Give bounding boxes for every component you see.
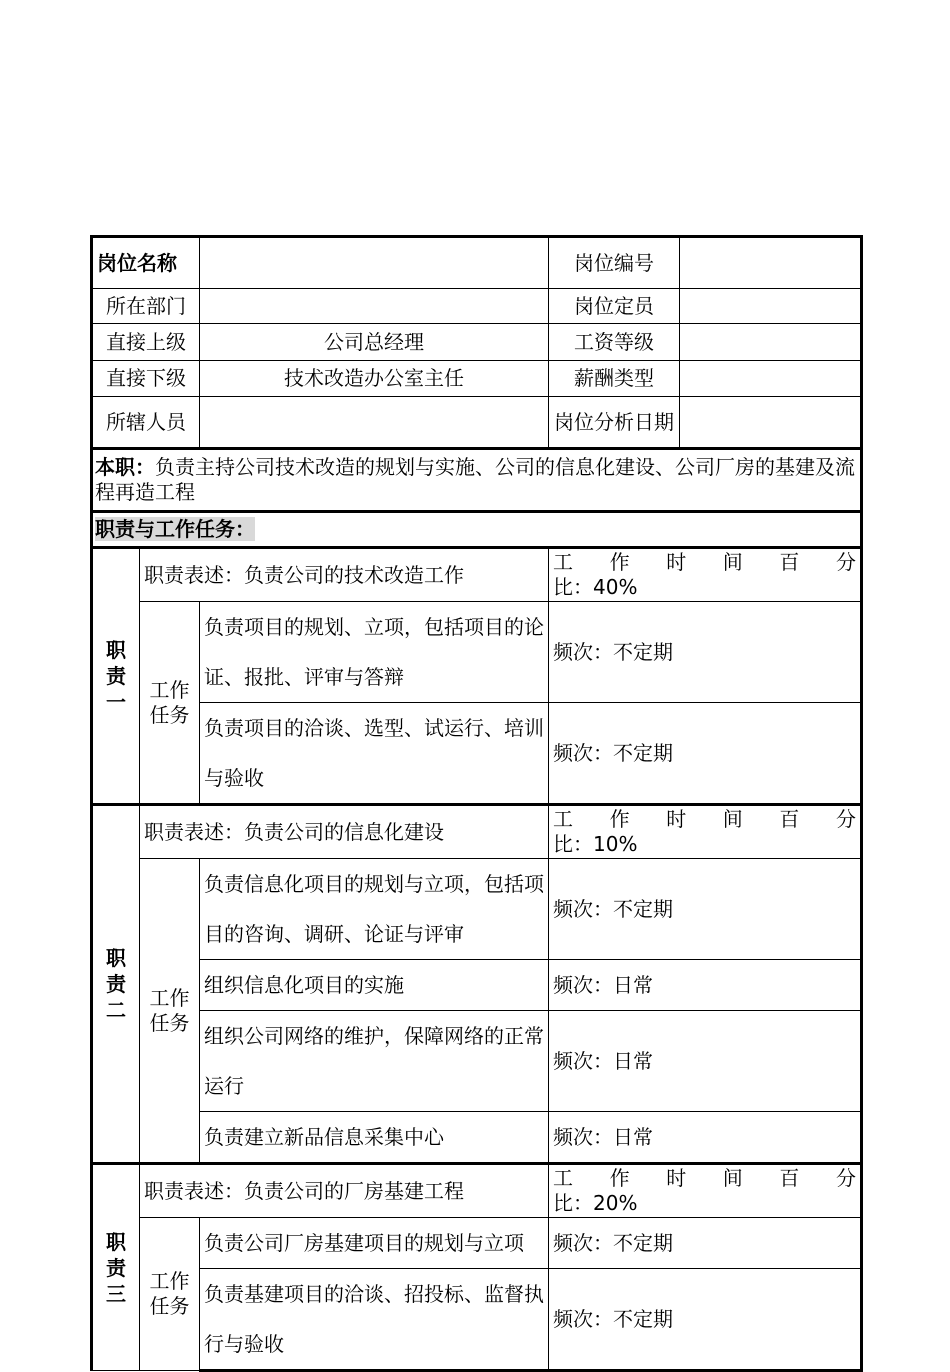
direct-subordinate-value: 技术改造办公室主任 — [200, 361, 549, 397]
job-description-table — [90, 235, 863, 1372]
duty-1-task-1: 负责项目的规划、立项，包括项目的论证、报批、评审与答辩 — [200, 602, 549, 703]
duty-1-task-2: 负责项目的洽谈、选型、试运行、培训与验收 — [200, 703, 549, 805]
direct-superior-value: 公司总经理 — [200, 324, 549, 361]
duty-1-time-percent: 工作时间百分 比：40% — [549, 548, 862, 602]
duty-2-task-1: 负责信息化项目的规划与立项，包括项目的咨询、调研、论证与评审 — [200, 859, 549, 960]
staff-label: 所辖人员 — [92, 397, 200, 449]
duty-2-task-3: 组织公司网络的维护，保障网络的正常运行 — [200, 1011, 549, 1112]
headcount-value — [680, 289, 862, 324]
analysis-date-label: 岗位分析日期 — [549, 397, 680, 449]
duty-3-task-2: 负责基建项目的洽谈、招投标、监督执行与验收 — [200, 1269, 549, 1371]
duty-1-task-2-freq: 频次：不定期 — [549, 703, 862, 805]
direct-subordinate-label: 直接下级 — [92, 361, 200, 397]
direct-superior-label: 直接上级 — [92, 324, 200, 361]
salary-grade-value — [680, 324, 862, 361]
position-number-value — [680, 237, 862, 289]
duty-2-task-2: 组织信息化项目的实施 — [200, 960, 549, 1011]
department-label: 所在部门 — [92, 289, 200, 324]
duty-3-time-percent: 工作时间百分 比：20% — [549, 1164, 862, 1218]
duty-2-task-4: 负责建立新品信息采集中心 — [200, 1112, 549, 1164]
position-name-label: 岗位名称 — [92, 237, 200, 289]
headcount-label: 岗位定员 — [549, 289, 680, 324]
duty-2-task-1-freq: 频次：不定期 — [549, 859, 862, 960]
duty-2-description: 职责表述：负责公司的信息化建设 — [140, 805, 549, 859]
duty-summary-label: 本职： — [95, 455, 155, 479]
duty-summary-text: 负责主持公司技术改造的规划与实施、公司的信息化建设、公司厂房的基建及流程再造工程 — [95, 455, 855, 504]
duty-2-task-label: 工作任务 — [140, 859, 200, 1164]
salary-grade-label: 工资等级 — [549, 324, 680, 361]
position-name-value — [200, 237, 549, 289]
staff-value — [200, 397, 549, 449]
duty-3-task-1-freq: 频次：不定期 — [549, 1218, 862, 1269]
duty-2-time-percent: 工作时间百分 比：10% — [549, 805, 862, 859]
section-title: 职责与工作任务： — [95, 517, 255, 541]
duty-3-task-1: 负责公司厂房基建项目的规划与立项 — [200, 1218, 549, 1269]
section-heading — [92, 512, 862, 548]
duty-1-description: 职责表述：负责公司的技术改造工作 — [140, 548, 549, 602]
duty-2-task-2-freq: 频次：日常 — [549, 960, 862, 1011]
duty-2-task-4-freq: 频次：日常 — [549, 1112, 862, 1164]
duty-3-description: 职责表述：负责公司的厂房基建工程 — [140, 1164, 549, 1218]
position-number-label: 岗位编号 — [549, 237, 680, 289]
duty-summary — [92, 449, 862, 512]
duty-3-task-label: 工作任务 — [140, 1218, 200, 1371]
duty-2-name: 职责二 — [92, 805, 140, 1164]
duty-3-name: 职责三 — [92, 1164, 140, 1371]
department-value — [200, 289, 549, 324]
duty-1-task-label: 工作任务 — [140, 602, 200, 805]
duty-2-task-3-freq: 频次：日常 — [549, 1011, 862, 1112]
duty-3-task-2-freq: 频次：不定期 — [549, 1269, 862, 1371]
analysis-date-value — [680, 397, 862, 449]
pay-type-label: 薪酬类型 — [549, 361, 680, 397]
duty-1-name: 职责一 — [92, 548, 140, 805]
pay-type-value — [680, 361, 862, 397]
duty-1-task-1-freq: 频次：不定期 — [549, 602, 862, 703]
